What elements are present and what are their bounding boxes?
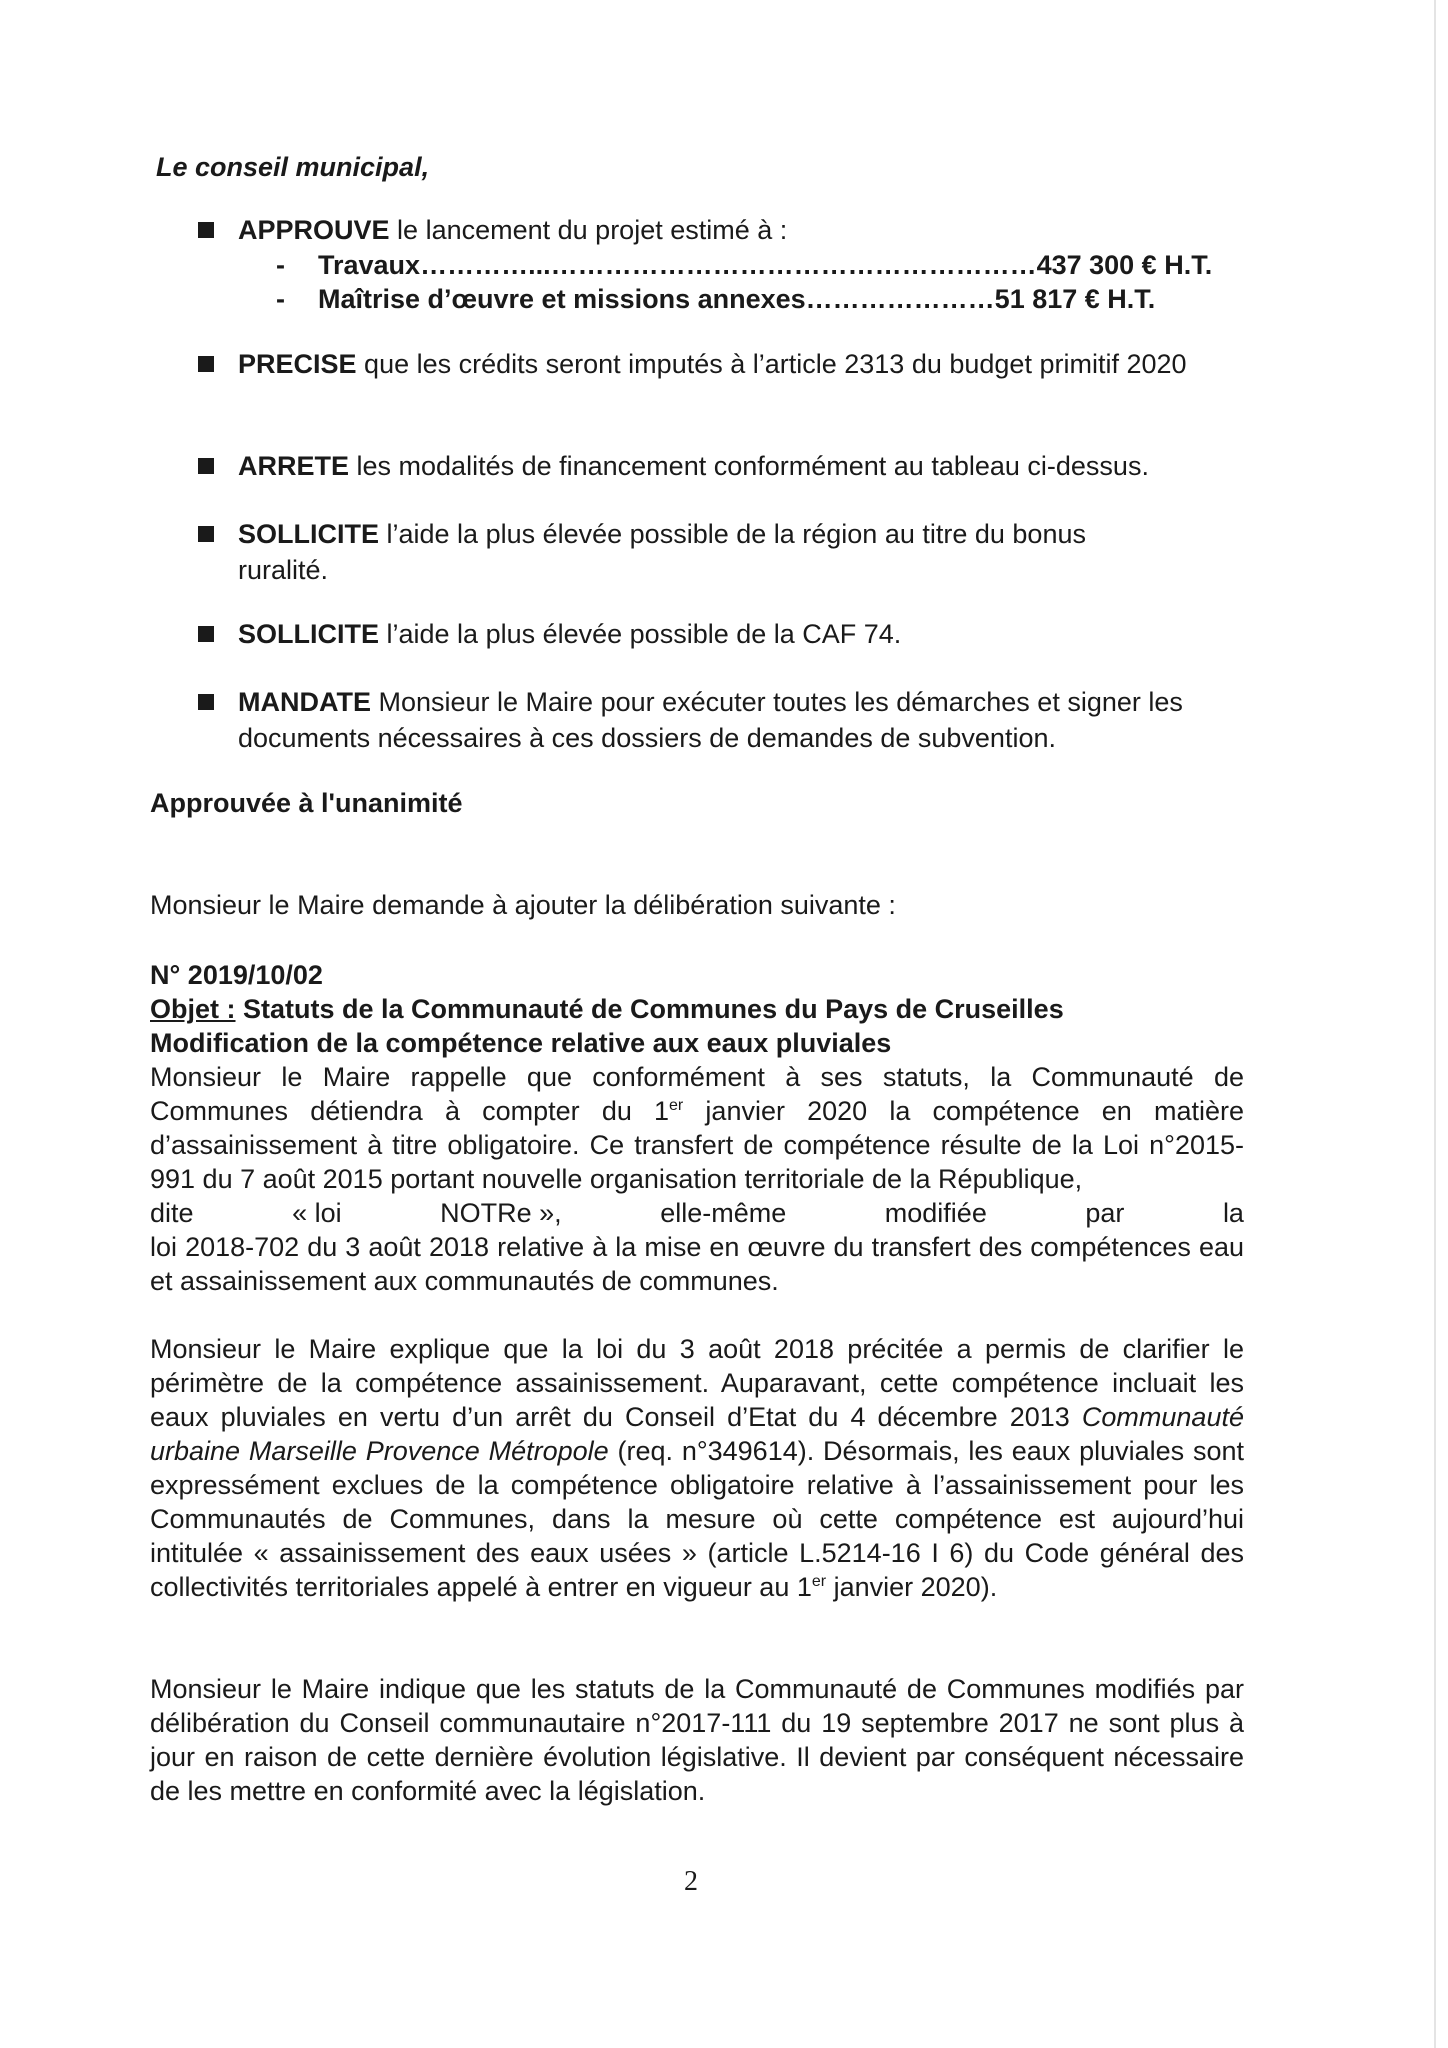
para2-text-c: janvier 2020). bbox=[826, 1572, 998, 1602]
bullet-arrete bbox=[198, 448, 1258, 484]
para2-text-a: Monsieur le Maire explique que la loi du 3 août 2018 précitée a permis de clarifier le périmètre de la compétence assainissement. Auparavant, cette compétence incluait les eaux pluviales en vertu d’un arrêt du Conseil d’Etat du 4 décembre 2013 bbox=[150, 1334, 1244, 1432]
cost-label: Travaux…………...………………………………………………437 300 € H.T. bbox=[318, 250, 1213, 280]
objet-title bbox=[150, 992, 1064, 1026]
bullet-sollicite-region bbox=[198, 516, 1178, 588]
bullet-approuve bbox=[198, 212, 1258, 248]
para1-text-b: janvier 2020 la compétence en matière d’assainissement à titre obligatoire. Ce transfert de compétence résulte de la Loi n°2015-991 du 7 août 2015 portant nouvelle organisation territoriale de la République, bbox=[150, 1096, 1244, 1194]
bullet-mandate bbox=[198, 684, 1238, 756]
square-bullet-icon bbox=[198, 356, 214, 372]
deliberation-number: N° 2019/10/02 bbox=[150, 960, 323, 990]
scan-page-edge bbox=[1434, 0, 1436, 2048]
dash: - bbox=[276, 284, 285, 314]
paragraph-3: Monsieur le Maire indique que les statuts de la Communauté de Communes modifiés par délibération du Conseil communautaire n°2017-111 du 19 septembre 2017 ne sont plus à jour en raison de cette dernière évolution législative. Il devient par conséquent nécessaire de les mettre en conformité avec la législation. bbox=[150, 1674, 1244, 1806]
objet-title-text: Statuts de la Communauté de Communes du Pays de Cruseilles bbox=[235, 994, 1064, 1024]
spread-word: elle-même bbox=[660, 1198, 787, 1228]
bullet-text: l’aide la plus élevée possible de la région au titre du bonus ruralité. bbox=[238, 519, 1086, 585]
keyword: APPROUVE bbox=[238, 215, 390, 245]
bullet-text: l’aide la plus élevée possible de la CAF 74. bbox=[379, 619, 902, 649]
square-bullet-icon bbox=[198, 526, 214, 542]
bullet-sollicite-caf bbox=[198, 616, 1258, 652]
cost-line-maitrise bbox=[276, 282, 1155, 316]
bullet-text: Monsieur le Maire pour exécuter toutes les démarches et signer les documents nécessaires à ces dossiers de demandes de subvention. bbox=[238, 687, 1183, 753]
square-bullet-icon bbox=[198, 694, 214, 710]
square-bullet-icon bbox=[198, 458, 214, 474]
spread-word: dite bbox=[150, 1198, 194, 1228]
keyword: MANDATE bbox=[238, 687, 371, 717]
superscript: er bbox=[811, 1573, 827, 1590]
spread-word: NOTRe », bbox=[440, 1198, 562, 1228]
keyword: PRECISE bbox=[238, 349, 357, 379]
approval-note: Approuvée à l'unanimité bbox=[150, 788, 463, 818]
cost-line-travaux bbox=[276, 248, 1212, 282]
intro-line: Monsieur le Maire demande à ajouter la délibération suivante : bbox=[150, 890, 896, 920]
objet-label: Objet : bbox=[150, 994, 236, 1024]
paragraph-2 bbox=[150, 1332, 1244, 1604]
spread-word: modifiée bbox=[884, 1198, 987, 1228]
objet-subtitle: Modification de la compétence relative aux eaux pluviales bbox=[150, 1028, 892, 1058]
section-heading: Le conseil municipal, bbox=[156, 152, 430, 182]
page-number: 2 bbox=[684, 1866, 698, 1897]
bullet-text: le lancement du projet estimé à : bbox=[389, 215, 788, 245]
cost-label: Maîtrise d’œuvre et missions annexes…………………51 817 € H.T. bbox=[318, 284, 1156, 314]
spread-word: par bbox=[1085, 1198, 1125, 1228]
para1-text-a: Monsieur le Maire rappelle que conformément à ses statuts, la Communauté de Communes détiendra à compter du 1 bbox=[150, 1062, 1244, 1126]
paragraph-1-spread-line bbox=[150, 1196, 1244, 1230]
bullet-precise bbox=[198, 346, 1198, 382]
superscript: er bbox=[669, 1097, 684, 1114]
spread-word: « loi bbox=[292, 1198, 342, 1228]
square-bullet-icon bbox=[198, 222, 214, 238]
paragraph-1 bbox=[150, 1060, 1244, 1196]
square-bullet-icon bbox=[198, 626, 214, 642]
keyword: SOLLICITE bbox=[238, 519, 379, 549]
paragraph-1-end: loi 2018-702 du 3 août 2018 relative à la mise en œuvre du transfert des compétences eau et assainissement aux communautés de communes. bbox=[150, 1232, 1244, 1296]
bullet-text: les modalités de financement conformément au tableau ci-dessus. bbox=[349, 451, 1149, 481]
para2-italic: Communauté urbaine Marseille Provence Métropole bbox=[150, 1402, 1244, 1466]
dash: - bbox=[276, 250, 285, 280]
keyword: ARRETE bbox=[238, 451, 350, 481]
bullet-text: que les crédits seront imputés à l’article 2313 du budget primitif 2020 bbox=[356, 349, 1187, 379]
spread-word: la bbox=[1222, 1198, 1244, 1228]
para2-text-b: (req. n°349614). Désormais, les eaux pluviales sont expressément exclues de la compétence obligatoire relative à l’assainissement pour les Communautés de Communes, dans la mesure où cette compétence est aujourd’hui intitulée « assainissement des eaux usées » (article L.5214-16 I 6) du Code général des collectivités territoriales appelé à entrer en vigueur au 1 bbox=[150, 1436, 1244, 1602]
keyword: SOLLICITE bbox=[238, 619, 379, 649]
